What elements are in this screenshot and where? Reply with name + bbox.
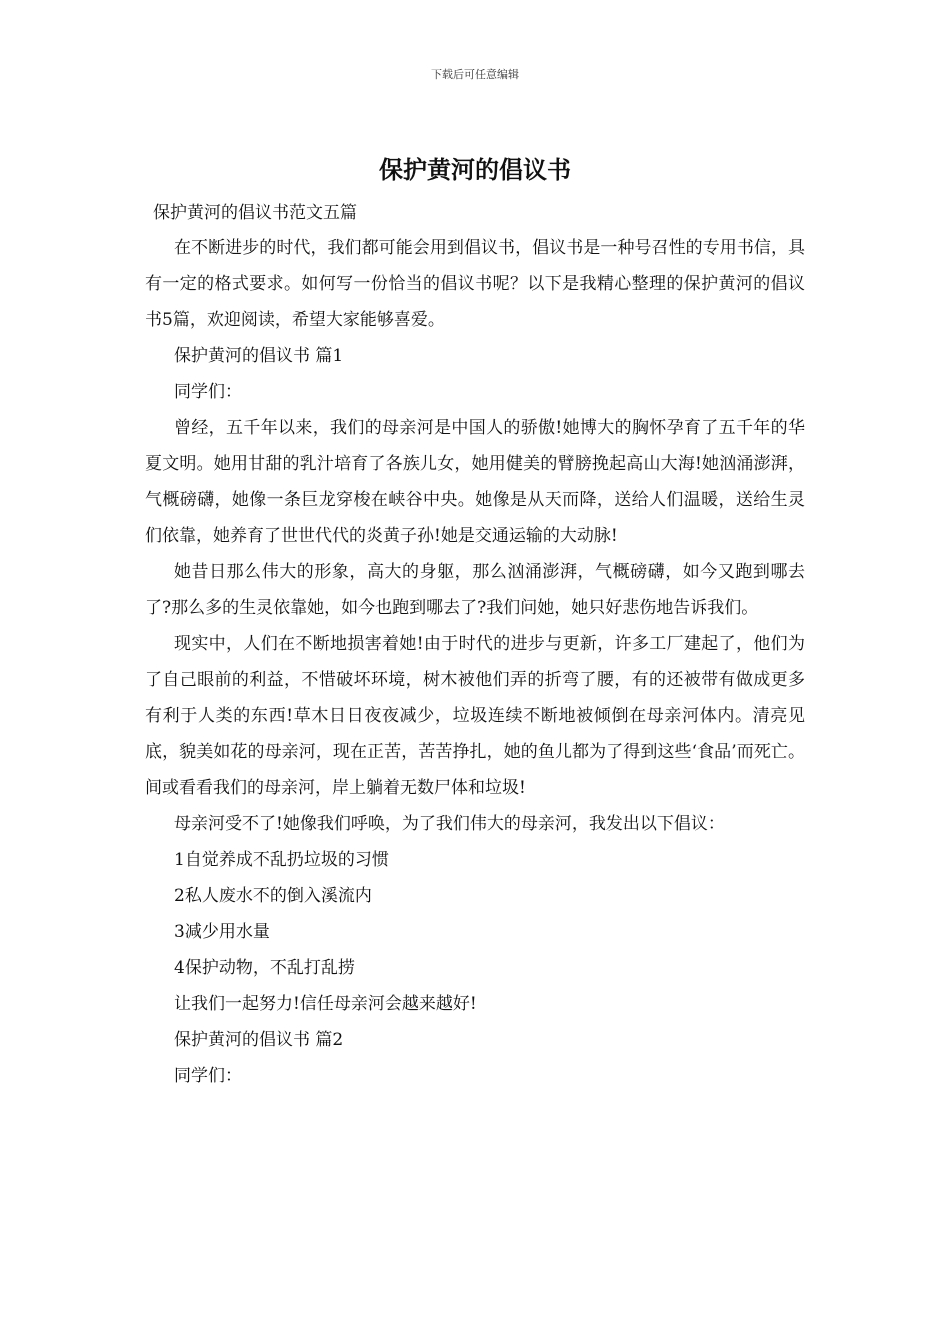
list-item: 3减少用水量: [174, 922, 270, 942]
document-body: [145, 196, 805, 1094]
list-item: 1自觉养成不乱扔垃圾的习惯: [174, 850, 389, 870]
section-heading-2: 保护黄河的倡议书 篇2: [174, 1030, 344, 1050]
list-item: 4保护动物，不乱打乱捞: [174, 958, 355, 978]
section-heading-1: 保护黄河的倡议书 篇1: [174, 346, 344, 366]
paragraph: 她昔日那么伟大的形象，高大的身躯，那么汹涌澎湃，气概磅礴，如今又跑到哪去了?那么多的生灵依靠她，如今也跑到哪去了?我们问她，她只好悲伤地告诉我们。: [145, 562, 805, 618]
document-title: 保护黄河的倡议书: [379, 155, 571, 184]
salutation: 同学们：: [174, 382, 242, 402]
list-item: 2私人废水不的倒入溪流内: [174, 886, 372, 906]
paragraph: 曾经，五千年以来，我们的母亲河是中国人的骄傲!她博大的胸怀孕育了五千年的华夏文明。她用甘甜的乳汁培育了各族儿女，她用健美的臂膀挽起高山大海!她汹涌澎湃，气概磅礴，她像一条巨龙穿梭在峡谷中央。她像是从天而降，送给人们温暖，送给生灵们依靠，她养育了世世代代的炎黄子孙!她是交通运输的大动脉!: [145, 418, 805, 546]
paragraph: 母亲河受不了!她像我们呼唤，为了我们伟大的母亲河，我发出以下倡议：: [174, 814, 725, 834]
document-subtitle: 保护黄河的倡议书范文五篇: [153, 203, 357, 223]
paragraph: 让我们一起努力!信任母亲河会越来越好!: [174, 994, 477, 1014]
paragraph-intro: 在不断进步的时代，我们都可能会用到倡议书，倡议书是一种号召性的专用书信，具有一定的格式要求。如何写一份恰当的倡议书呢？以下是我精心整理的保护黄河的倡议书5篇，欢迎阅读，希望大家能够喜爱。: [145, 238, 805, 330]
paragraph: 现实中，人们在不断地损害着她!由于时代的进步与更新，许多工厂建起了，他们为了自己眼前的利益，不惜破坏环境，树木被他们弄的折弯了腰，有的还被带有做成更多有利于人类的东西!草木日日夜夜减少，垃圾连续不断地被倾倒在母亲河体内。清亮见底，貌美如花的母亲河，现在正苦，苦苦挣扎，她的鱼儿都为了得到这些‘食品’而死亡。间或看看我们的母亲河，岸上躺着无数尸体和垃圾!: [145, 634, 805, 798]
page-header-note: 下载后可任意编辑: [431, 68, 519, 81]
salutation: 同学们：: [174, 1066, 242, 1086]
